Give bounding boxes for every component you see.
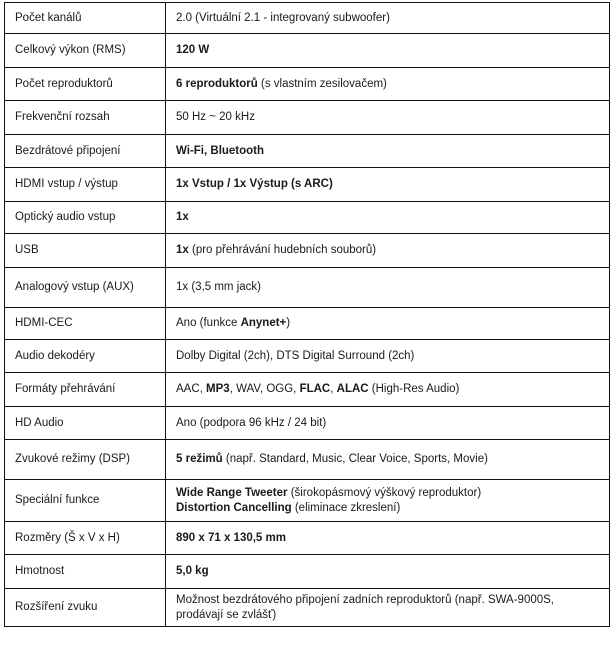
spec-value-bold-text: 6 reproduktorů bbox=[176, 77, 258, 90]
spec-label: Počet kanálů bbox=[5, 3, 166, 34]
spec-label: Hmotnost bbox=[5, 555, 166, 589]
spec-value-text: AAC, bbox=[176, 383, 207, 395]
spec-value-text: (širokopásmový výškový reproduktor) bbox=[287, 486, 482, 499]
spec-row bbox=[5, 480, 610, 522]
spec-row bbox=[5, 555, 610, 589]
spec-row bbox=[5, 522, 610, 555]
spec-value-bold-text: 5 režimů bbox=[176, 453, 223, 465]
spec-value bbox=[166, 268, 610, 308]
spec-row bbox=[5, 308, 610, 340]
spec-value bbox=[166, 480, 610, 522]
spec-label: Počet reproduktorů bbox=[5, 68, 166, 101]
spec-value-text: Dolby Digital (2ch), DTS Digital Surround (2ch) bbox=[176, 349, 415, 362]
spec-value bbox=[166, 3, 610, 34]
spec-label: Audio dekodéry bbox=[5, 340, 166, 373]
spec-row bbox=[5, 202, 610, 234]
spec-row bbox=[5, 589, 610, 627]
spec-label: Frekvenční rozsah bbox=[5, 101, 166, 135]
spec-value-text: (pro přehrávání hudebních souborů) bbox=[188, 244, 377, 256]
spec-label: Zvukové režimy (DSP) bbox=[5, 440, 166, 480]
spec-value bbox=[166, 555, 610, 589]
spec-value-text: ) bbox=[286, 317, 291, 329]
spec-label: Celkový výkon (RMS) bbox=[5, 34, 166, 68]
spec-value bbox=[166, 234, 610, 268]
spec-value bbox=[166, 522, 610, 555]
spec-value-bold-text: FLAC bbox=[299, 383, 331, 395]
spec-value-bold-text: 1x bbox=[176, 244, 189, 256]
spec-row bbox=[5, 3, 610, 34]
spec-value-bold-text: 890 x 71 x 130,5 mm bbox=[176, 531, 286, 544]
spec-value-text: Ano (funkce bbox=[176, 317, 241, 329]
spec-row bbox=[5, 340, 610, 373]
specifications-table bbox=[4, 2, 610, 627]
spec-value-bold-text: Wi-Fi, Bluetooth bbox=[176, 144, 265, 157]
spec-label: Rozměry (Š x V x H) bbox=[5, 522, 166, 555]
spec-row bbox=[5, 407, 610, 440]
spec-label: Rozšíření zvuku bbox=[5, 589, 166, 627]
spec-value-text: , WAV, OGG, bbox=[229, 383, 300, 395]
spec-value bbox=[166, 68, 610, 101]
spec-value bbox=[166, 440, 610, 480]
spec-label: Analogový vstup (AUX) bbox=[5, 268, 166, 308]
spec-row bbox=[5, 68, 610, 101]
spec-value bbox=[166, 135, 610, 168]
spec-value-text: (eliminace zkreslení) bbox=[291, 501, 401, 514]
spec-value-bold-text: MP3 bbox=[206, 383, 230, 395]
spec-value-bold-text: 5,0 kg bbox=[176, 565, 209, 577]
spec-value-text: (High-Res Audio) bbox=[368, 383, 460, 395]
spec-label: Optický audio vstup bbox=[5, 202, 166, 234]
spec-row bbox=[5, 440, 610, 480]
spec-value bbox=[166, 373, 610, 407]
spec-label: HD Audio bbox=[5, 407, 166, 440]
spec-value bbox=[166, 168, 610, 202]
spec-label: Speciální funkce bbox=[5, 480, 166, 522]
spec-value-text: 50 Hz ~ 20 kHz bbox=[176, 111, 255, 123]
spec-row bbox=[5, 135, 610, 168]
spec-value-bold-text: 1x Vstup / 1x Výstup (s ARC) bbox=[176, 178, 333, 190]
spec-value-text: 1x (3,5 mm jack) bbox=[176, 281, 261, 293]
spec-label: HDMI vstup / výstup bbox=[5, 168, 166, 202]
spec-value bbox=[166, 202, 610, 234]
spec-value bbox=[166, 101, 610, 135]
spec-value-bold-text: Anynet+ bbox=[240, 317, 287, 329]
spec-value-bold-text: 120 W bbox=[176, 44, 210, 56]
spec-value-bold-text: Distortion Cancelling bbox=[176, 501, 292, 514]
spec-value-text: Možnost bezdrátového připojení zadních reproduktorů (např. SWA-9000S, prodávají se zvlášť) bbox=[176, 593, 555, 621]
spec-row bbox=[5, 234, 610, 268]
spec-value bbox=[166, 589, 610, 627]
spec-value-text: (např. Standard, Music, Clear Voice, Sports, Movie) bbox=[222, 453, 488, 465]
spec-row bbox=[5, 168, 610, 202]
spec-value bbox=[166, 340, 610, 373]
spec-value-bold-text: ALAC bbox=[336, 383, 369, 395]
spec-row bbox=[5, 34, 610, 68]
spec-value-bold-text: Wide Range Tweeter bbox=[176, 486, 288, 499]
spec-value bbox=[166, 308, 610, 340]
spec-label: HDMI-CEC bbox=[5, 308, 166, 340]
spec-label: Bezdrátové připojení bbox=[5, 135, 166, 168]
spec-value-bold-text: 1x bbox=[176, 211, 189, 223]
spec-value-text: 2.0 (Virtuální 2.1 - integrovaný subwoofer) bbox=[176, 11, 390, 24]
specifications-body bbox=[5, 3, 610, 627]
spec-row bbox=[5, 101, 610, 135]
spec-value-text: Ano (podpora 96 kHz / 24 bit) bbox=[176, 416, 327, 429]
spec-value-text: , bbox=[330, 383, 337, 395]
spec-row bbox=[5, 373, 610, 407]
spec-row bbox=[5, 268, 610, 308]
spec-label: Formáty přehrávání bbox=[5, 373, 166, 407]
spec-value bbox=[166, 34, 610, 68]
spec-value-text: (s vlastním zesilovačem) bbox=[257, 77, 387, 90]
spec-value bbox=[166, 407, 610, 440]
spec-label: USB bbox=[5, 234, 166, 268]
